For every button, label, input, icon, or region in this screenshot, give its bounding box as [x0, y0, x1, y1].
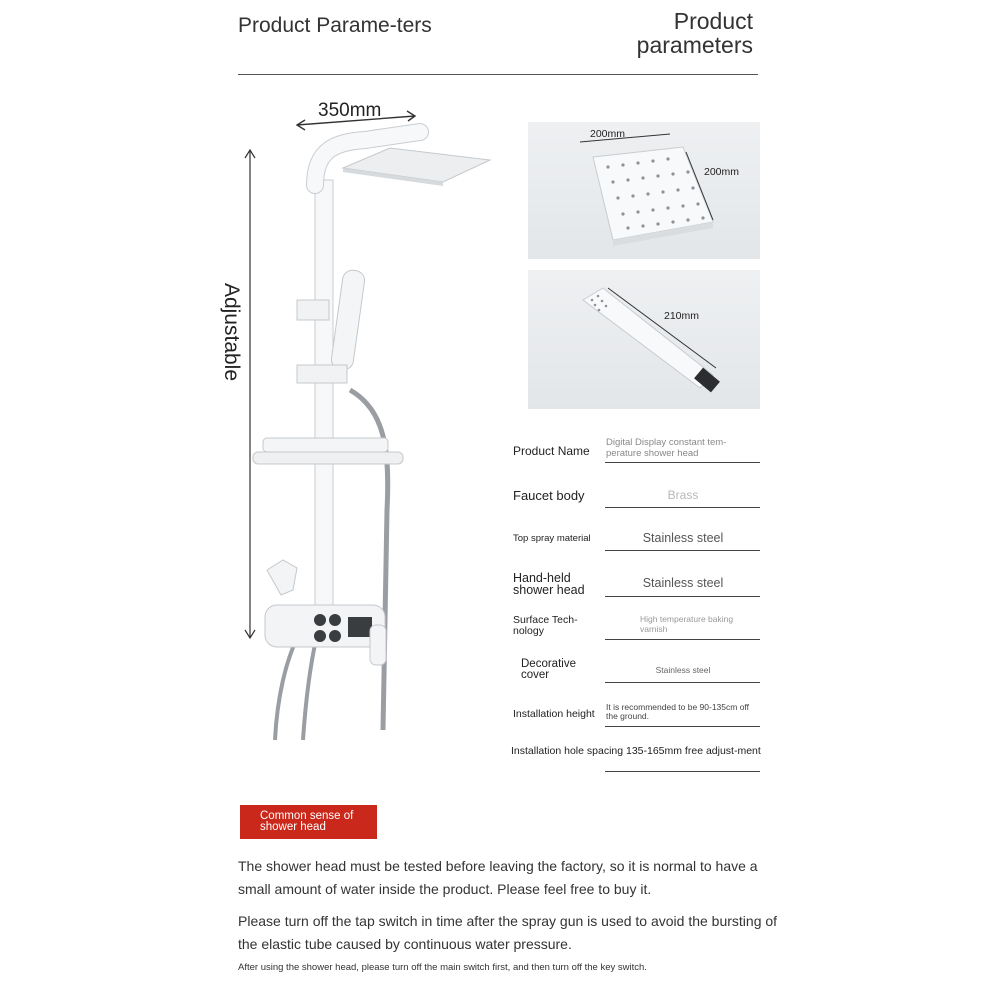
handheld-length-label: 210mm [664, 310, 700, 322]
notice-paragraph-1: The shower head must be tested before leaving the factory, so it is normal to have a small amount of water inside the product. Please feel free to buy it. [238, 858, 758, 897]
title-right: Product parameters [636, 8, 753, 58]
spec-row-faucet-body [510, 486, 760, 512]
spec-label: Installation height [513, 708, 595, 720]
top-shower-image [528, 122, 760, 259]
spec-label: Top spray material [513, 533, 591, 544]
spec-row-surface-technology [510, 614, 760, 642]
spec-value: Stainless steel [642, 576, 724, 590]
spec-label: Surface Tech-nology [513, 614, 578, 637]
spec-label: Hand-held shower head [513, 571, 585, 597]
spec-underline [605, 507, 760, 508]
spec-row-hand-held-shower-head [510, 572, 760, 602]
top-shower-photo [528, 122, 760, 259]
spec-row-product-name [510, 436, 760, 466]
width-label: 350mm [318, 100, 382, 121]
spec-underline [605, 771, 760, 772]
spec-value: Stainless steel [642, 531, 724, 545]
spec-value: Stainless steel [655, 665, 711, 675]
common-sense-badge: Common sense of shower head [240, 805, 377, 839]
spec-value: Brass [667, 488, 699, 502]
shower-column-illustration [205, 90, 505, 750]
spec-label: Product Name [513, 444, 590, 458]
spec-underline [605, 596, 760, 597]
spec-value: High temperature baking varnish [640, 614, 734, 634]
spec-underline [605, 726, 760, 727]
spec-value: It is recommended to be 90-135cm off the ground. [606, 702, 750, 721]
height-label: Adjustable [220, 282, 243, 382]
notice-paragraph-2: Please turn off the tap switch in time after the spray gun is used to avoid the bursting of the elastic tube caused by continuous water pressure. [238, 913, 778, 952]
header-divider [238, 74, 758, 75]
spec-underline [605, 462, 760, 463]
top-shower-depth-label: 200mm [704, 166, 740, 178]
spec-row-installation-height [510, 702, 760, 730]
title-left: Product Parame-ters [238, 14, 432, 37]
spec-value: Digital Display constant tem-perature shower head [606, 437, 727, 459]
top-shower-width-label: 200mm [590, 128, 626, 140]
spec-row-installation-hole-spacing [510, 744, 760, 774]
spec-underline [605, 682, 760, 683]
spec-underline [605, 550, 760, 551]
spec-label: Decorative cover [521, 658, 576, 681]
handheld-shower-image [528, 270, 760, 409]
handheld-shower-photo [528, 270, 760, 409]
spec-row-top-spray-material [510, 530, 760, 556]
spec-row-decorative-cover [510, 658, 760, 686]
height-dimension-arrow [245, 150, 255, 638]
spec-underline [605, 639, 760, 640]
spec-label: Installation hole spacing 135-165mm free adjust-ment [511, 745, 761, 757]
notice-paragraph-3: After using the shower head, please turn off the main switch first, and then turn off the key switch. [238, 962, 647, 973]
spec-label: Faucet body [513, 488, 585, 503]
